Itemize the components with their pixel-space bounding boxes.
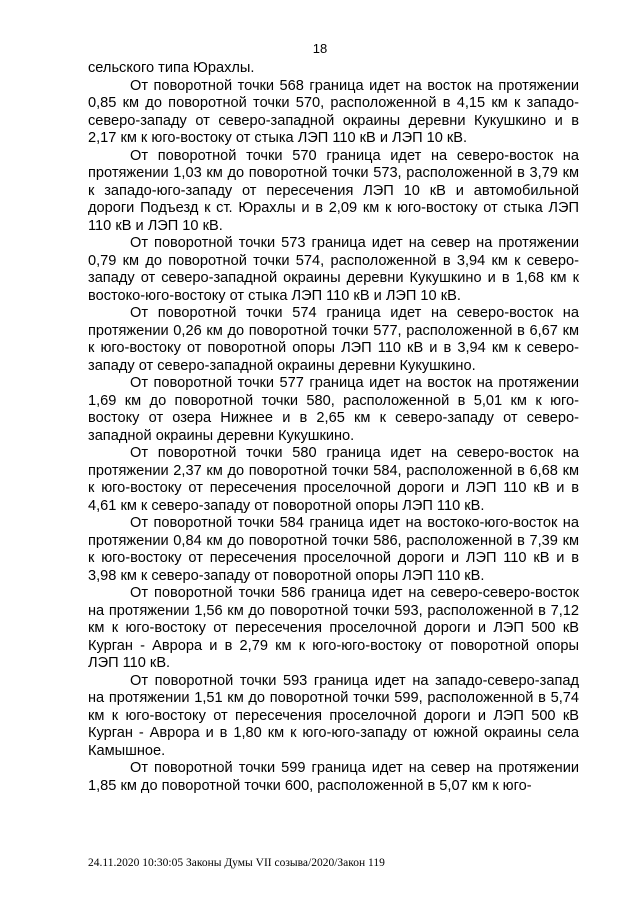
page-number: 18 xyxy=(312,41,328,56)
document-footer: 24.11.2020 10:30:05 Законы Думы VII созыва/2020/Закон 119 xyxy=(88,857,385,869)
paragraph: От поворотной точки 570 граница идет на северо-восток на протяжении 1,03 км до поворотной точки 573, расположенной в 3,79 км к западо-юго-западу от пересечения ЛЭП 10 кВ и автомобильной дороги Подъезд к ст. Юрахлы и в 2,09 км к юго-востоку от стыка ЛЭП 110 кВ и ЛЭП 10 кВ. xyxy=(88,147,579,234)
paragraph: От поворотной точки 586 граница идет на северо-северо-восток на протяжении 1,56 км до поворотной точки 593, расположенной в 7,12 км к юго-востоку от пересечения проселочной дороги и ЛЭП 500 кВ Курган - Аврора и в 2,79 км к юго-юго-востоку от поворотной опоры ЛЭП 110 кВ. xyxy=(88,585,579,671)
paragraph: От поворотной точки 593 граница идет на западо-северо-запад на протяжении 1,51 км до поворотной точки 599, расположенной в 5,74 км к юго-востоку от пересечения проселочной дороги и ЛЭП 500 кВ Курган - Аврора и в 1,80 км к юго-юго-западу от южной окраины села Камышное. xyxy=(88,672,579,759)
paragraph: От поворотной точки 573 граница идет на север на протяжении 0,79 км до поворотной точки 574, расположенной в 3,94 км к северо-западу от северо-западной окраины деревни Кукушкино и в 1,68 км к востоко-юго-востоку от стыка ЛЭП 110 кВ и ЛЭП 10 кВ. xyxy=(88,235,579,304)
document-body xyxy=(88,60,579,795)
paragraph: сельского типа Юрахлы. xyxy=(88,60,255,76)
paragraph: От поворотной точки 568 граница идет на восток на протяжении 0,85 км до поворотной точки 570, расположенной в 4,15 км к западо-северо-западу от северо-западной окраины деревни Кукушкино и в 2,17 км к юго-востоку от стыка ЛЭП 110 кВ и ЛЭП 10 кВ. xyxy=(88,77,579,146)
paragraph: От поворотной точки 599 граница идет на север на протяжении 1,85 км до поворотной точки 600, расположенной в 5,07 км к юго- xyxy=(88,760,579,794)
paragraph: От поворотной точки 577 граница идет на восток на протяжении 1,69 км до поворотной точки 580, расположенной в 5,01 км к юго-востоку от озера Нижнее и в 2,65 км к северо-западу от северо-западной окраины деревни Кукушкино. xyxy=(88,375,579,444)
paragraph: От поворотной точки 584 граница идет на востоко-юго-восток на протяжении 0,84 км до поворотной точки 586, расположенной в 7,39 км к юго-востоку от пересечения проселочной дороги и ЛЭП 110 кВ и в 3,98 км к северо-западу от поворотной опоры ЛЭП 110 кВ. xyxy=(88,515,579,584)
paragraph: От поворотной точки 574 граница идет на северо-восток на протяжении 0,26 км до поворотной точки 577, расположенной в 6,67 км к юго-востоку от поворотной опоры ЛЭП 110 кВ и в 3,94 км к северо-западу от северо-западной окраины деревни Кукушкино. xyxy=(88,305,579,374)
paragraph: От поворотной точки 580 граница идет на северо-восток на протяжении 2,37 км до поворотной точки 584, расположенной в 6,68 км к юго-востоку от пересечения проселочной дороги и ЛЭП 110 кВ и в 4,61 км к северо-западу от поворотной опоры ЛЭП 110 кВ. xyxy=(88,445,579,514)
